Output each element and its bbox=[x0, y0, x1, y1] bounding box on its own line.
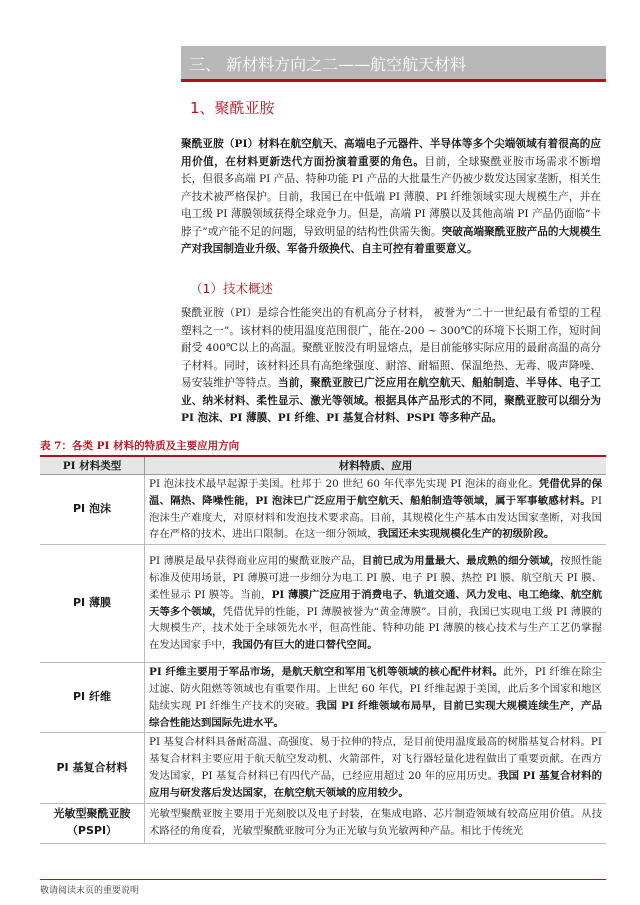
description-text: PI 基复合材料具备耐高温、高强度、易于拉伸的特点，是目前使用温度最高的树脂基复合材料。PI 基复合材料主要应用于航天航空发动机、火箭部件，对飞行器轻量化进程做出了重要贡献。在西方发达国家，PI 基复合材料已有四代产品，已经应用超过 20 年的应用历史。 bbox=[149, 736, 602, 782]
row-description bbox=[145, 545, 607, 663]
description-text: 按照性能标准及使用场景，PI 薄膜可进一步细分为电工 PI 膜、电子 PI 膜、热控 PI 膜、航空航天 PI 膜、柔性显示 PI 膜等。当前， bbox=[149, 555, 603, 601]
header-properties: 材料特质、应用 bbox=[145, 456, 607, 475]
heading-polyimide: 1、聚酰亚胺 bbox=[190, 99, 275, 117]
overview-paragraph bbox=[181, 305, 601, 428]
description-text: 此外，PI 纤维在除尘过滤、防火阻燃等领域也有重要作用。上世纪 60 年代，PI 纤维起源于美国，此后多个国家和地区陆续实现 PI 纤维生产技术的突破。 bbox=[149, 666, 602, 712]
table-row bbox=[40, 803, 606, 843]
footer-note: 敬请阅读末页的重要说明 bbox=[40, 879, 606, 896]
row-description bbox=[145, 733, 607, 803]
description-bold: 我国 PI 基复合材料的应用与研发落后发达国家，在航空航天领域的应用较少。 bbox=[149, 769, 602, 799]
description-bold: PI 纤维主要用于军品市场， bbox=[149, 666, 282, 679]
intro-body: 目前，全球聚酰亚胺市场需求不断增长，但很多高端 PI 产品、特种功能 PI 产品的大批量生产仍被少数发达国家垄断，相关生产技术被严格保护。目前，我国已在中低端 PI 薄膜、PI 纤维领域实现大规模生产，并在电工级 PI 薄膜领域获得全球竞争力。但是，高端 PI 薄膜以及其他高端 PI 产品仍面临“卡脖子”或产能不足的问题，导致明显的结构性供需失衡。 bbox=[181, 155, 602, 238]
section-title: 三、 新材料方向之二——航空航天材料 bbox=[189, 55, 467, 74]
intro-bold-lead: 聚酰亚胺（PI）材料在航空航天、高端电子元器件、半导体等多个尖端领域有着很高的应用价值，在材料更新迭代方面扮演着重要的角色。 bbox=[181, 138, 601, 168]
table-caption: 表 7：各类 PI 材料的特质及主要应用方向 bbox=[40, 440, 240, 452]
pi-materials-table bbox=[40, 455, 606, 844]
overview-bold: 当前，聚酰亚胺已广泛应用在航空航天、船舶制造、半导体、电子工业、纳米材料、柔性显示、激光等领域。根据具体产品形式的不同，聚酰亚胺可以细分为 PI 泡沫、PI 薄膜、PI 纤维、PI 基复合材料、PSPI 等多种产品。 bbox=[181, 377, 602, 424]
header-type: PI 材料类型 bbox=[40, 456, 145, 475]
intro-paragraph bbox=[181, 136, 601, 259]
description-bold: 我国仍有巨大的进口替代空间。 bbox=[232, 639, 378, 652]
row-type: PI 薄膜 bbox=[40, 545, 145, 663]
section-title-bar bbox=[181, 46, 606, 82]
description-bold: 是航天航空和军用飞机等领域的核心配件材料。 bbox=[281, 666, 504, 679]
table-row bbox=[40, 663, 606, 733]
description-text: PI 泡沫技术最早起源于美国。杜邦于 20 世纪 60 年代率先实现 PI 泡沫的商业化。 bbox=[149, 478, 539, 490]
table-row bbox=[40, 545, 606, 663]
description-bold: 我国还未实现规模化生产的初级阶段。 bbox=[377, 528, 555, 541]
subheading-overview: （1）技术概述 bbox=[190, 281, 273, 296]
row-type: PI 纤维 bbox=[40, 663, 145, 733]
description-text: PI 薄膜是最早获得商业应用的聚酰亚胺产品， bbox=[149, 555, 362, 568]
description-text: PI 泡沫生产难度大，对原材料和发泡技术要求高。目前，其规模化生产基本由发达国家垄断，对我国存在严格的技术、进出口限制。在这一细分领域， bbox=[149, 494, 602, 541]
description-bold: 我国 PI 纤维领域布局早，目前已实现大规模连续生产，产品综合性能达到国际先进水平。 bbox=[149, 699, 603, 729]
row-description bbox=[145, 663, 607, 733]
row-type: 光敏型聚酰亚胺（PSPI） bbox=[40, 803, 145, 843]
table-row bbox=[40, 733, 606, 803]
row-type: PI 基复合材料 bbox=[40, 733, 145, 803]
row-description bbox=[145, 475, 607, 545]
description-text: 凭借优异的性能，PI 薄膜被誉为“黄金薄膜”。目前，我国已实现电工级 PI 薄膜的大规模生产，技术处于全球领先水平，但高性能、特种功能 PI 薄膜的核心技术与生产工艺仍掌握在发达国家手中， bbox=[149, 605, 602, 652]
description-text: 光敏型聚酰亚胺主要用于光刻胶以及电子封装，在集成电路、芯片制造领域有较高应用价值。从技术路径的角度看，光敏型聚酰亚胺可分为正光敏与负光敏两种产品。相比于传统光 bbox=[149, 808, 602, 838]
row-type: PI 泡沫 bbox=[40, 475, 145, 545]
row-description bbox=[145, 803, 607, 843]
description-bold: 目前已成为用量最大、最成熟的细分领域， bbox=[361, 555, 561, 568]
intro-bold-tail: 突破高端聚酰亚胺产品的大规模生产对我国制造业升级、军备升级换代、自主可控有着重要意义。 bbox=[181, 225, 601, 255]
overview-body: 聚酰亚胺（PI）是综合性能突出的有机高分子材料， 被誉为“二十一世纪最有希望的工程塑料之一”。该材料的使用温度范围很广，能在-200 ~ 300℃的环境下长期工作，短时间耐受 400℃以上的高温。聚酰亚胺没有明显熔点，是目前能够实际应用的最耐高温的高分子材料。同时，该材料还具有高绝缘强度、耐溶、耐辐照、保温绝热、无毒、吸声降噪、易安装维护等特点。 bbox=[181, 307, 601, 389]
description-bold: PI 薄膜广泛应用于消费电子、轨道交通、风力发电、电工绝缘、航空航天等多个领域， bbox=[149, 588, 602, 618]
description-bold: 凭借优异的保温、隔热、降噪性能，PI 泡沫已广泛应用于航空航天、船舶制造等领域，属于军事敏感材料。 bbox=[149, 478, 602, 507]
table-header-row bbox=[40, 456, 606, 475]
table-row bbox=[40, 475, 606, 545]
